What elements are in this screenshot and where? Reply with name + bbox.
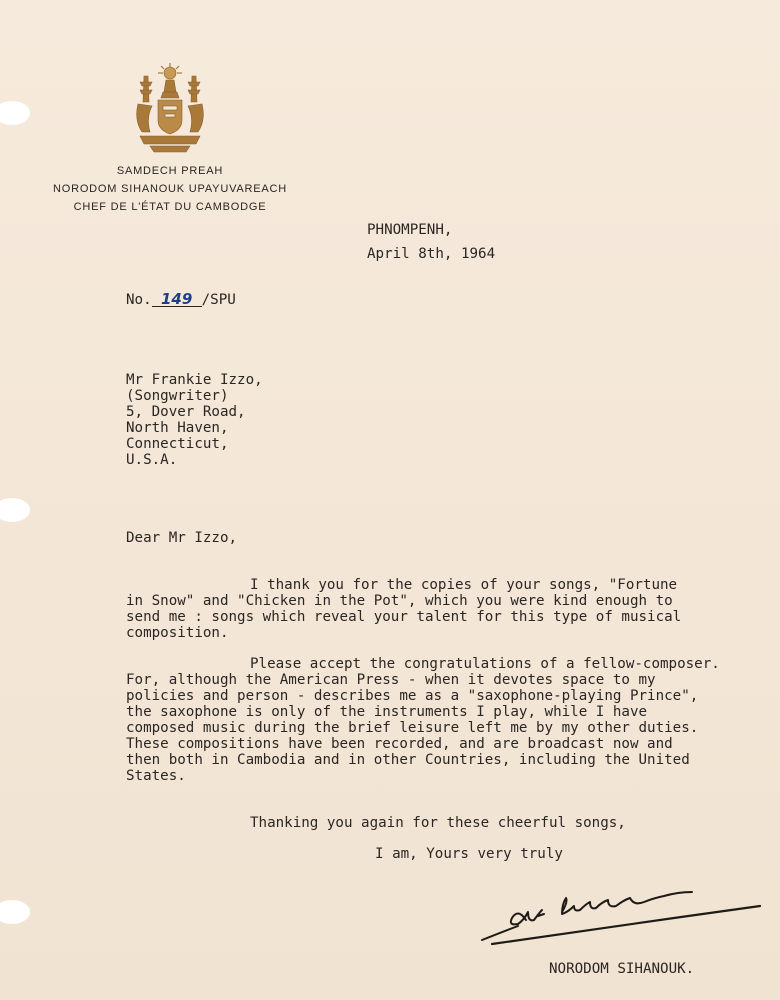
- paragraph-line: I thank you for the copies of your songs, "Fortune: [250, 577, 678, 593]
- paragraph-line: then both in Cambodia and in other Countries, including the United: [126, 752, 690, 768]
- address-line: 5, Dover Road,: [126, 404, 246, 420]
- signatory-name: NORODOM SIHANOUK.: [549, 961, 695, 977]
- place: PHNOMPENH,: [367, 222, 453, 238]
- salutation: Dear Mr Izzo,: [126, 530, 238, 546]
- reference-number: [126, 292, 236, 308]
- paragraph-line: composition.: [126, 625, 229, 641]
- reference-handwritten-number: 149: [152, 292, 202, 307]
- punch-hole: [0, 498, 30, 522]
- royal-crest-emblem: [130, 62, 210, 154]
- letterhead-office: CHEF DE L'ÉTAT DU CAMBODGE: [73, 201, 267, 213]
- address-line: Mr Frankie Izzo,: [126, 372, 263, 388]
- paragraph-line: composed music during the brief leisure left me by my other duties.: [126, 720, 699, 736]
- date: April 8th, 1964: [367, 246, 496, 262]
- letterhead-title: SAMDECH PREAH: [116, 165, 224, 177]
- paragraph-line: send me : songs which reveal your talent for this type of musical: [126, 609, 682, 625]
- address-line: (Songwriter): [126, 388, 229, 404]
- address-line: Connecticut,: [126, 436, 229, 452]
- letterhead-name: NORODOM SIHANOUK UPAYUVAREACH: [52, 183, 288, 195]
- reference-suffix: /SPU: [201, 292, 236, 308]
- paragraph-line: These compositions have been recorded, and are broadcast now and: [126, 736, 673, 752]
- paragraph-line: Please accept the congratulations of a fellow-composer.: [250, 656, 720, 672]
- paragraph-line: States.: [126, 768, 186, 784]
- paragraph-line: policies and person - describes me as a "saxophone-playing Prince",: [126, 688, 699, 704]
- closing: I am, Yours very truly: [375, 846, 563, 862]
- letterhead: [40, 162, 300, 216]
- paragraph-line: For, although the American Press - when it devotes space to my: [126, 672, 656, 688]
- paragraph-line: the saxophone is only of the instruments I play, while I have: [126, 704, 648, 720]
- address-line: U.S.A.: [126, 452, 178, 468]
- reference-prefix: No.: [126, 292, 152, 308]
- punch-hole: [0, 900, 30, 924]
- closing-thanks: Thanking you again for these cheerful songs,: [250, 815, 626, 831]
- handwritten-signature: [478, 880, 763, 960]
- address-line: North Haven,: [126, 420, 229, 436]
- punch-hole: [0, 101, 30, 125]
- paragraph-line: in Snow" and "Chicken in the Pot", which you were kind enough to: [126, 593, 673, 609]
